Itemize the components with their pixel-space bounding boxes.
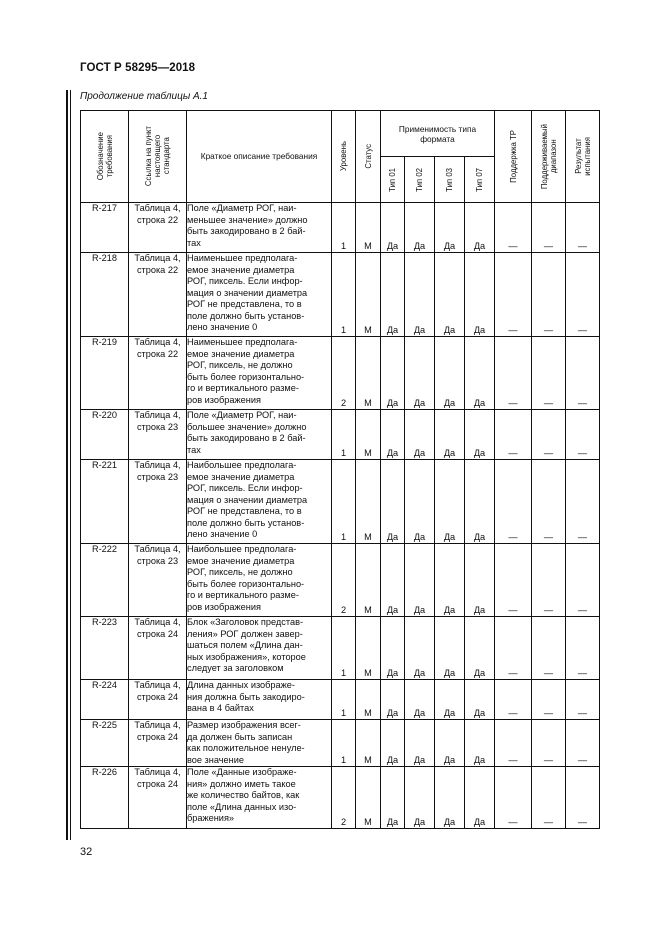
header-type-02: Тип 02 [405,157,435,203]
type-07-applicability: Да [465,680,495,720]
requirement-description: Блок «Заголовок представ- ления» РОГ должен завер- шаться полем «Длина дан- ных изображения», которое следует за заголовком [187,617,332,680]
type-03-applicability: Да [435,410,465,460]
type-01-applicability: Да [381,544,405,617]
requirement-id: R-222 [81,544,129,617]
standard-reference: Таблица 4, строка 22 [129,337,187,410]
supported-range: — [532,253,566,337]
type-07-applicability: Да [465,337,495,410]
table-continuation-caption: Продолжение таблицы А.1 [80,91,208,102]
type-01-applicability: Да [381,253,405,337]
type-07-applicability: Да [465,410,495,460]
header-status: Статус [356,111,381,203]
supported-range: — [532,203,566,253]
level: 1 [332,203,356,253]
test-result: — [566,460,600,544]
tr-support: — [495,253,532,337]
requirement-id: R-220 [81,410,129,460]
test-result: — [566,410,600,460]
tr-support: — [495,680,532,720]
test-result: — [566,203,600,253]
status: М [356,337,381,410]
requirement-description: Наименьшее предполага- емое значение диаметра РОГ, пиксель. Если инфор- мация о значении диаметра РОГ не представлена, то в поле должно быть установ- лено значение 0 [187,253,332,337]
status: М [356,720,381,767]
type-02-applicability: Да [405,544,435,617]
level: 2 [332,544,356,617]
supported-range: — [532,460,566,544]
test-result: — [566,617,600,680]
header-supported-range: Поддерживаемый диапазон [532,111,566,203]
type-03-applicability: Да [435,767,465,829]
status: М [356,203,381,253]
type-03-applicability: Да [435,460,465,544]
status: М [356,253,381,337]
type-07-applicability: Да [465,203,495,253]
requirement-id: R-223 [81,617,129,680]
standard-reference: Таблица 4, строка 24 [129,680,187,720]
standard-reference: Таблица 4, строка 24 [129,617,187,680]
standard-reference: Таблица 4, строка 22 [129,203,187,253]
supported-range: — [532,767,566,829]
requirement-id: R-221 [81,460,129,544]
requirement-id: R-226 [81,767,129,829]
status: М [356,410,381,460]
header-test-result: Результат испытания [566,111,600,203]
test-result: — [566,337,600,410]
margin-bar [66,90,68,840]
test-result: — [566,767,600,829]
table-row [81,680,600,720]
type-03-applicability: Да [435,617,465,680]
type-02-applicability: Да [405,460,435,544]
requirement-description: Наибольшее предполага- емое значение диаметра РОГ, пиксель, не должно быть более горизонтально- го и вертикального разме- ров изображения [187,544,332,617]
type-03-applicability: Да [435,680,465,720]
test-result: — [566,720,600,767]
type-01-applicability: Да [381,410,405,460]
type-07-applicability: Да [465,617,495,680]
requirement-description: Поле «Диаметр РОГ, наи- меньшее значение» должно быть закодировано в 2 бай- тах [187,203,332,253]
tr-support: — [495,203,532,253]
level: 1 [332,720,356,767]
requirement-description: Поле «Данные изображе- ния» должно иметь такое же количество байтов, как поле «Длина данных изо- бражения» [187,767,332,829]
supported-range: — [532,544,566,617]
type-01-applicability: Да [381,767,405,829]
type-01-applicability: Да [381,460,405,544]
type-02-applicability: Да [405,720,435,767]
status: М [356,680,381,720]
table-row [81,720,600,767]
type-02-applicability: Да [405,680,435,720]
page-number: 32 [80,846,93,858]
level: 1 [332,410,356,460]
type-07-applicability: Да [465,460,495,544]
header-tr-support: Поддержка ТР [495,111,532,203]
level: 1 [332,253,356,337]
margin-bar-thin [70,90,71,840]
header-description: Краткое описание требования [187,111,332,203]
table-row [81,203,600,253]
type-01-applicability: Да [381,680,405,720]
tr-support: — [495,767,532,829]
requirement-description: Размер изображения всег- да должен быть записан как положительное ненуле- вое значение [187,720,332,767]
header-type-01: Тип 01 [381,157,405,203]
level: 1 [332,460,356,544]
type-02-applicability: Да [405,410,435,460]
type-07-applicability: Да [465,544,495,617]
status: М [356,767,381,829]
requirement-id: R-218 [81,253,129,337]
standard-reference: Таблица 4, строка 23 [129,410,187,460]
type-07-applicability: Да [465,253,495,337]
table-row [81,253,600,337]
type-01-applicability: Да [381,720,405,767]
table-row [81,617,600,680]
table-row [81,767,600,829]
test-result: — [566,253,600,337]
type-03-applicability: Да [435,253,465,337]
header-level: Уровень [332,111,356,203]
type-02-applicability: Да [405,337,435,410]
test-result: — [566,680,600,720]
requirement-id: R-225 [81,720,129,767]
type-07-applicability: Да [465,720,495,767]
type-02-applicability: Да [405,617,435,680]
tr-support: — [495,544,532,617]
header-type-07: Тип 07 [465,157,495,203]
requirement-id: R-224 [81,680,129,720]
supported-range: — [532,410,566,460]
type-01-applicability: Да [381,203,405,253]
standard-reference: Таблица 4, строка 22 [129,253,187,337]
status: М [356,544,381,617]
type-03-applicability: Да [435,203,465,253]
table-row [81,544,600,617]
header-format-applicability: Применимость типа формата [381,111,495,157]
type-03-applicability: Да [435,337,465,410]
table-row [81,460,600,544]
type-02-applicability: Да [405,767,435,829]
table-row [81,337,600,410]
tr-support: — [495,337,532,410]
standard-reference: Таблица 4, строка 23 [129,544,187,617]
type-01-applicability: Да [381,617,405,680]
type-03-applicability: Да [435,720,465,767]
standard-reference: Таблица 4, строка 24 [129,720,187,767]
status: М [356,617,381,680]
requirement-id: R-219 [81,337,129,410]
level: 1 [332,680,356,720]
type-03-applicability: Да [435,544,465,617]
header-requirement-id: Обозначение требования [81,111,129,203]
requirement-description: Длина данных изображе- ния должна быть закодиро- вана в 4 байтах [187,680,332,720]
type-07-applicability: Да [465,767,495,829]
tr-support: — [495,617,532,680]
level: 1 [332,617,356,680]
requirement-description: Наибольшее предполага- емое значение диаметра РОГ, пиксель. Если инфор- мация о значении диаметра РОГ не представлена, то в поле должно быть установ- лено значение 0 [187,460,332,544]
test-result: — [566,544,600,617]
supported-range: — [532,337,566,410]
tr-support: — [495,460,532,544]
supported-range: — [532,720,566,767]
header-standard-reference: Ссылка на пункт настоящего стандарта [129,111,187,203]
table-row [81,410,600,460]
requirements-table [80,110,600,829]
type-02-applicability: Да [405,203,435,253]
standard-reference: Таблица 4, строка 24 [129,767,187,829]
requirement-description: Наименьшее предполага- емое значение диаметра РОГ, пиксель, не должно быть более горизонтально- го и вертикального разме- ров изображения [187,337,332,410]
type-01-applicability: Да [381,337,405,410]
document-code: ГОСТ Р 58295—2018 [80,62,196,74]
supported-range: — [532,680,566,720]
requirement-description: Поле «Диаметр РОГ, наи- большее значение» должно быть закодировано в 2 бай- тах [187,410,332,460]
level: 2 [332,767,356,829]
type-02-applicability: Да [405,253,435,337]
status: М [356,460,381,544]
requirement-id: R-217 [81,203,129,253]
supported-range: — [532,617,566,680]
standard-reference: Таблица 4, строка 23 [129,460,187,544]
level: 2 [332,337,356,410]
tr-support: — [495,720,532,767]
header-type-03: Тип 03 [435,157,465,203]
tr-support: — [495,410,532,460]
